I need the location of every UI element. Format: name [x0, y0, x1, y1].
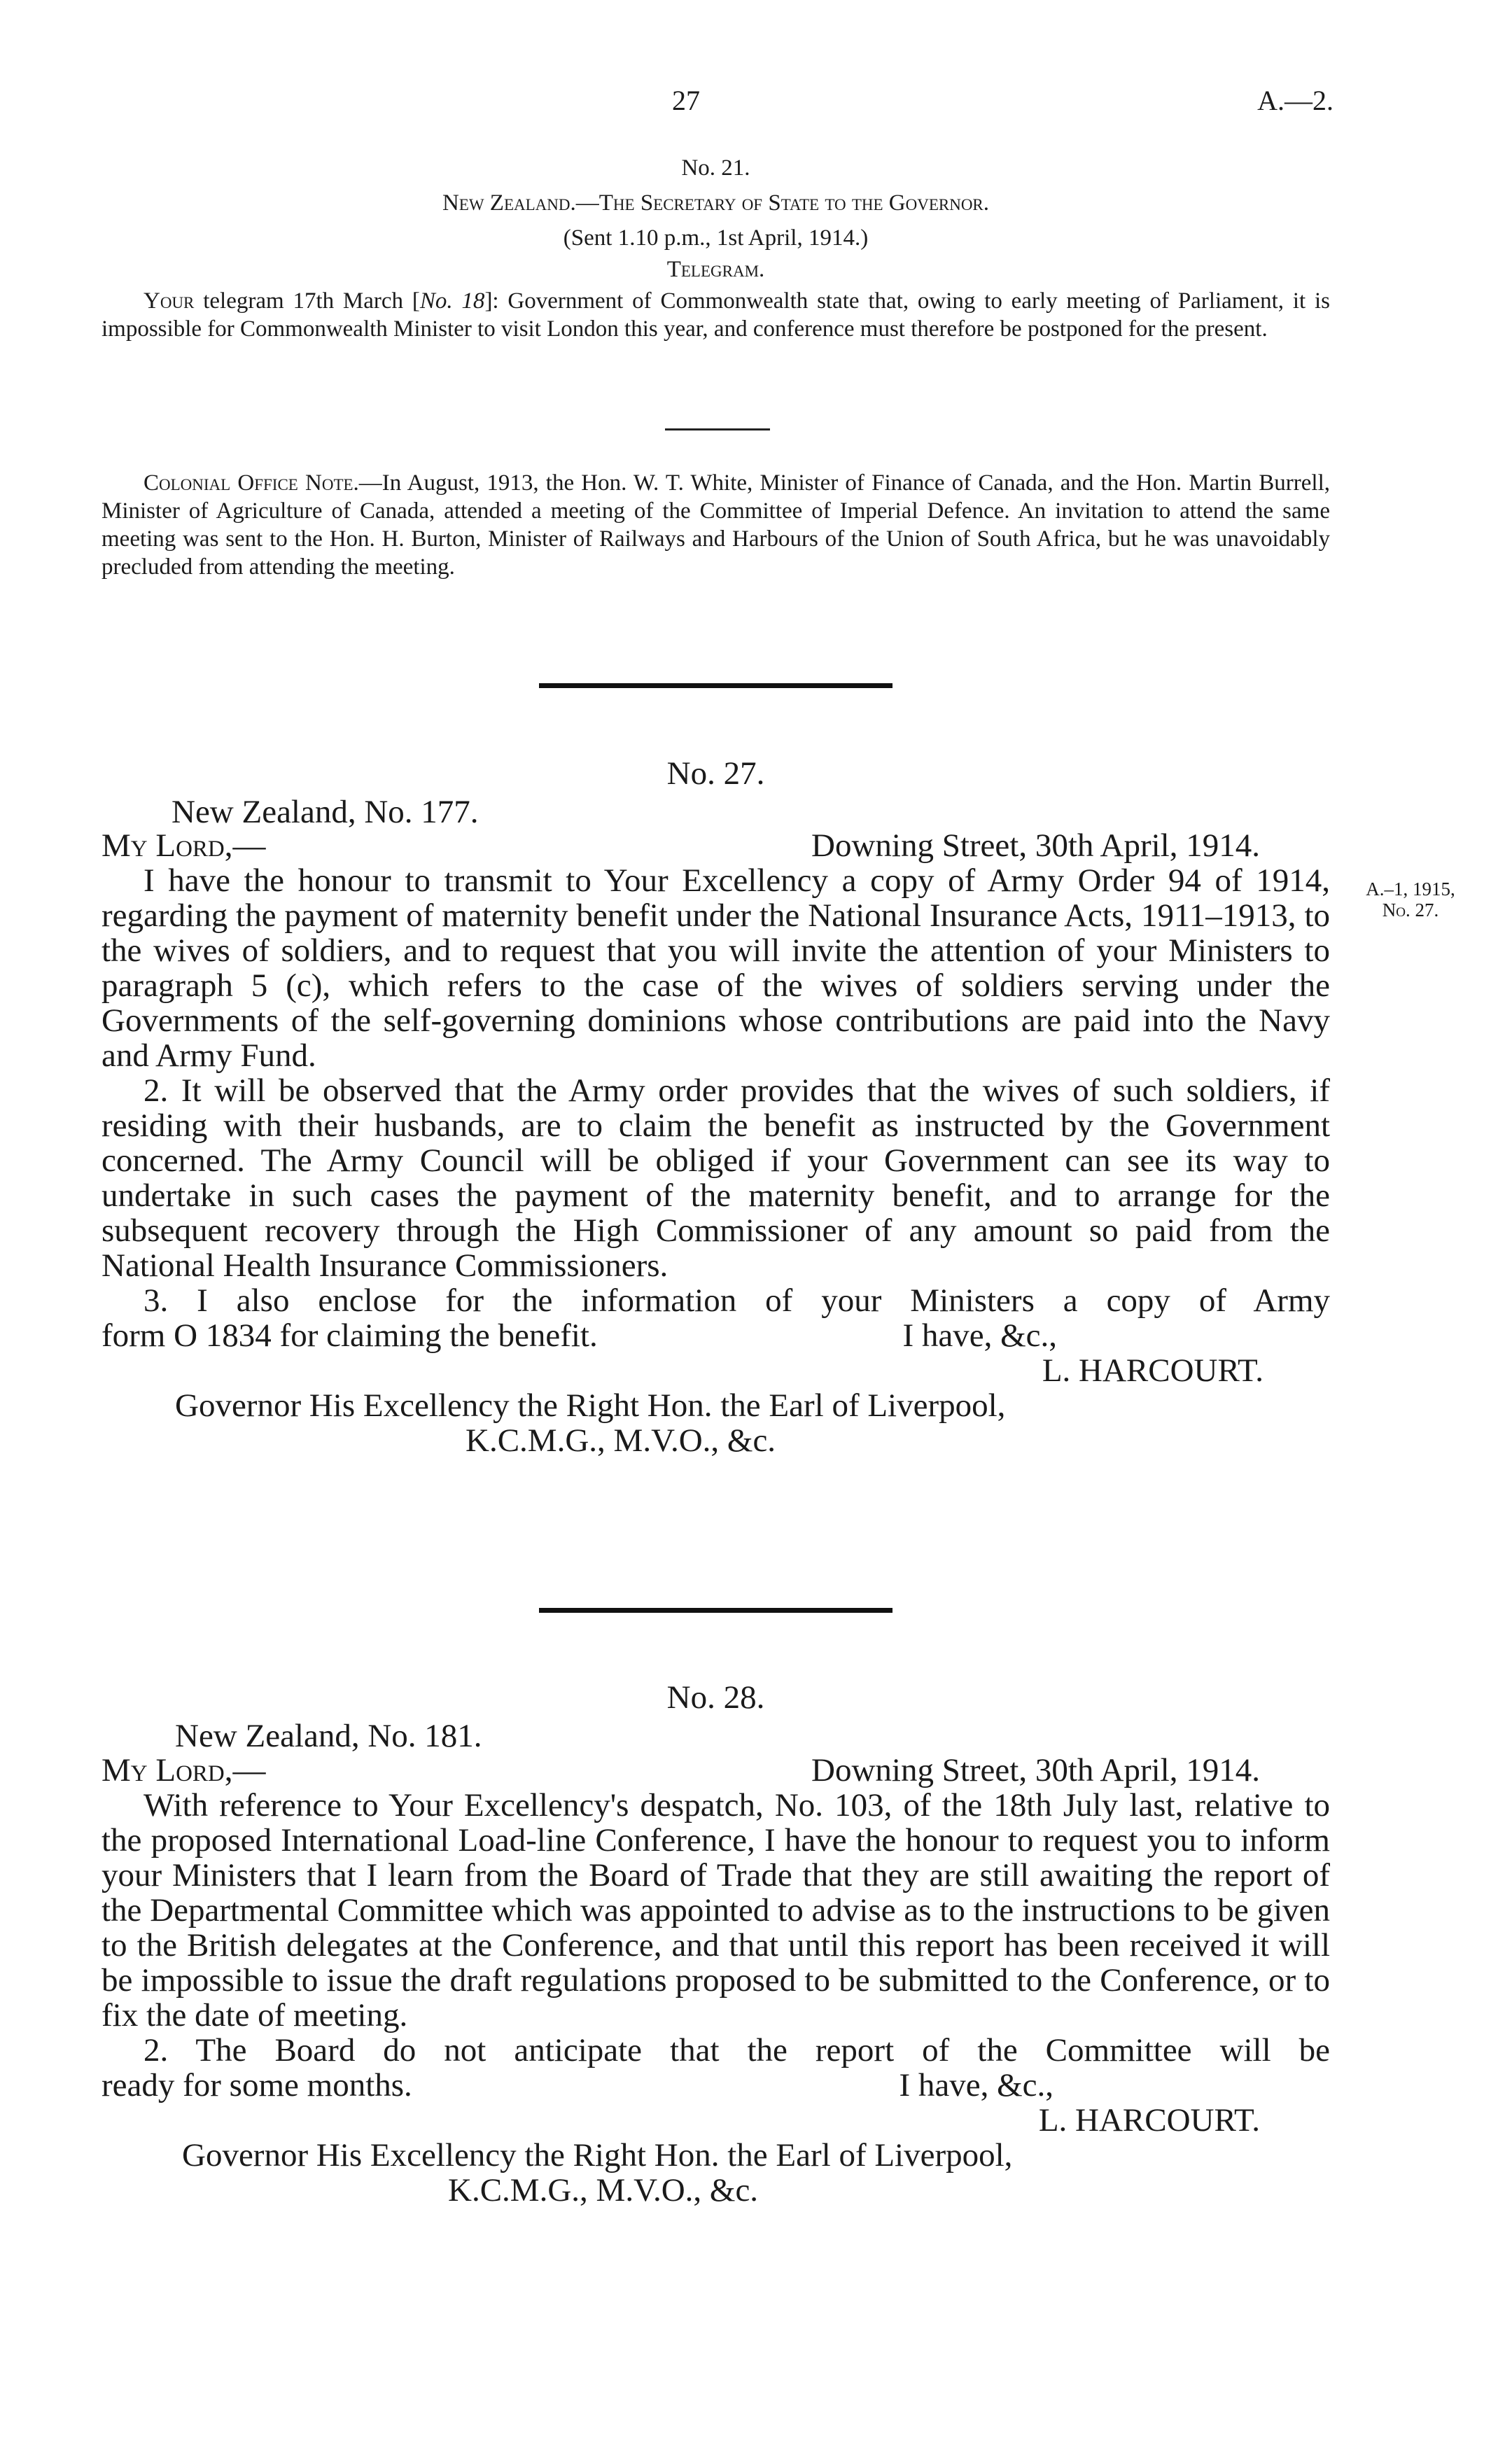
section-rule-short: [665, 428, 770, 430]
n27-para3-line2-row: [102, 1318, 1330, 1353]
n27-para2: 2. It will be observed that the Army order provides that the wives of such soldiers, if residing with their husbands, are to claim the benefit as instructed by the Government concerned. The Army Council will be obliged if your Government can see its way to undertake in such cases the payment of the maternity benefit, and to arrange for the subsequent recovery through the High Commissioner of any amount so paid from the National Health Insurance Commissioners.: [102, 1072, 1330, 1284]
n28-signature: L. HARCOURT.: [1038, 2102, 1260, 2138]
n21-heading-prefix: New Zealand.: [442, 190, 576, 216]
note-text: —In August, 1913, the Hon. W. T. White, Minister of Finance of Canada, and the Hon. Martin Burrell, Minister of Agriculture of Canada, attended a meeting of the Committee of Imperial Defence. An invitation to attend the same meeting was sent to the Hon. H. Burton, Minister of Railways and Harbours of the Union of South Africa, but he was unavoidably precluded from attending the meeting.: [102, 470, 1330, 580]
n27-para1: I have the honour to transmit to Your Excellency a copy of Army Order 94 of 1914, regarding the payment of maternity benefit under the National Insurance Acts, 1911–1913, to the wives of soldiers, and to request that you will invite the attention of your Ministers to paragraph 5 (c), which refers to the case of the wives of soldiers serving under the Governments of the self-governing dominions whose contributions are paid into the Navy and Army Fund.: [102, 862, 1330, 1074]
n21-body-lead: Your: [144, 288, 195, 314]
page-number: 27: [672, 85, 700, 116]
n21-body: [102, 287, 1330, 343]
n21-body-post: ]: Government of Commonwealth state that, owing to early meeting of Parliament, it is impossible for Commonwealth Minister to visit London this year, and conference must therefore be postponed for the present.: [102, 288, 1331, 342]
n28-para2-line2: ready for some months.: [102, 2067, 412, 2104]
n28-para2-line2-row: [102, 2068, 1330, 2103]
n27-para3-line2: form O 1834 for claiming the benefit.: [102, 1317, 598, 1354]
n27-salutation-row: [102, 828, 1330, 863]
n21-heading: [102, 189, 1330, 217]
section-rule-thick: [539, 1608, 892, 1613]
n27-place-date: Downing Street, 30th April, 1914.: [811, 827, 1260, 864]
n27-addressee-line2: K.C.M.G., M.V.O., &c.: [465, 1422, 776, 1459]
n21-kind: Telegram.: [666, 257, 765, 282]
n27-salutation: My Lord,—: [102, 827, 266, 864]
n28-salutation: My Lord,—: [102, 1752, 266, 1788]
n27-signature: L. HARCOURT.: [1042, 1352, 1264, 1389]
margin-note-line1: A.–1, 1915,: [1366, 878, 1455, 899]
n27-margin-note: [1344, 878, 1477, 920]
n28-body: [102, 1788, 1330, 2208]
n28-ref: New Zealand, No. 181.: [175, 1718, 482, 1754]
n28-salutation-row: [102, 1753, 1330, 1788]
n28-closing: I have, &c.,: [899, 2067, 1054, 2104]
n27-closing: I have, &c.,: [902, 1317, 1057, 1354]
n27-number: No. 27.: [666, 755, 765, 792]
n21-sent: (Sent 1.10 p.m., 1st April, 1914.): [563, 225, 869, 251]
margin-note-line2: No. 27.: [1382, 899, 1439, 920]
n21-number: No. 21.: [681, 155, 750, 181]
n28-addressee-line1: Governor His Excellency the Right Hon. the Earl of Liverpool,: [182, 2137, 1013, 2174]
n27-addressee-line1: Governor His Excellency the Right Hon. the Earl of Liverpool,: [175, 1387, 1006, 1424]
n27-para3-line1: 3. I also enclose for the information of your Ministers a copy of Army: [144, 1282, 1330, 1319]
n27-body: [102, 863, 1330, 1458]
n21-body-paragraph: [102, 287, 1330, 343]
n21-body-pre: telegram 17th March [: [194, 288, 420, 314]
note-label: Colonial Office Note.: [144, 470, 359, 496]
n27-ref: New Zealand, No. 177.: [172, 794, 479, 830]
n21-body-ref: No. 18: [419, 288, 485, 314]
series-code: A.—2.: [1257, 85, 1334, 116]
n21-heading-rest: —The Secretary of State to the Governor.: [575, 190, 990, 216]
n28-para1: With reference to Your Excellency's despatch, No. 103, of the 18th July last, relative to the proposed International Load-line Conference, I have the honour to request you to inform your Ministers that I learn from the Board of Trade that they are still awaiting the report of the Departmental Committee which was appointed to advise as to the instructions to be given to the British delegates at the Conference, and that until this report has been received it will be impossible to issue the draft regulations proposed to be submitted to the Conference, or to fix the date of meeting.: [102, 1787, 1330, 2033]
n28-place-date: Downing Street, 30th April, 1914.: [811, 1752, 1260, 1788]
n28-number: No. 28.: [666, 1679, 765, 1716]
n28-para2-line1: 2. The Board do not anticipate that the report of the Committee will be: [144, 2032, 1330, 2068]
section-rule-thick: [539, 683, 892, 688]
n28-addressee-line2: K.C.M.G., M.V.O., &c.: [448, 2172, 759, 2208]
note-paragraph: [102, 469, 1330, 581]
colonial-office-note: [102, 469, 1330, 581]
